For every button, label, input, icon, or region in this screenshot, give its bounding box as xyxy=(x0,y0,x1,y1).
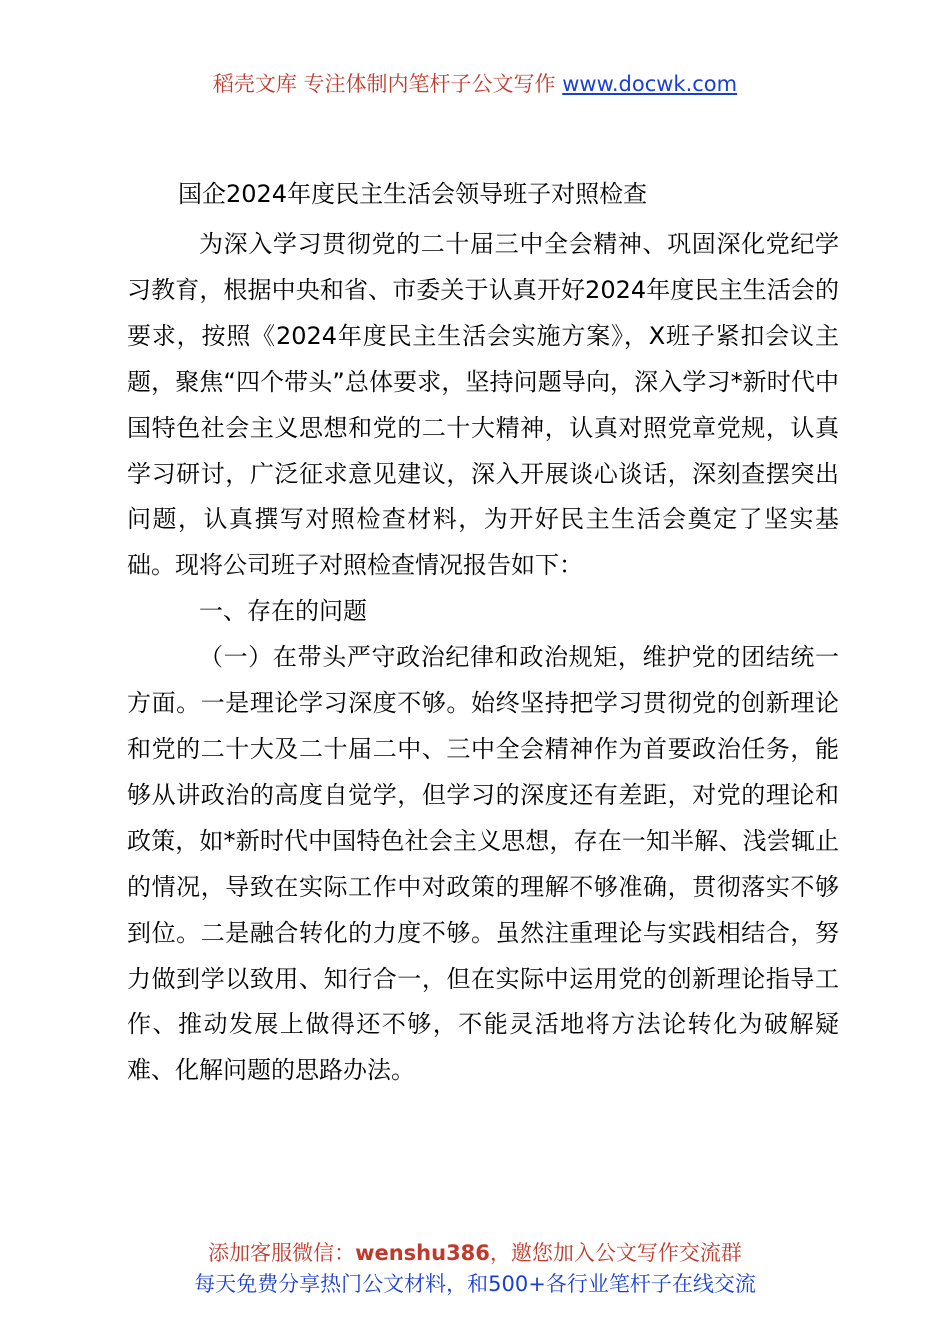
intro-paragraph: 为深入学习贯彻党的二十届三中全会精神、巩固深化党纪学习教育，根据中央和省、市委关于认真开好2024年度民主生活会的要求，按照《2024年度民主生活会实施方案》，X班子紧扣会议主题，聚焦“四个带头”总体要求，坚持问题导向，深入学习*新时代中国特色社会主义思想和党的二十大精神，认真对照党章党规，认真学习研讨，广泛征求意见建议，深入开展谈心谈话，深刻查摆突出问题，认真撰写对照检查材料，为开好民主生活会奠定了坚实基础。现将公司班子对照检查情况报告如下： xyxy=(127,230,839,580)
page-header xyxy=(0,70,950,98)
document-title: 国企2024年度民主生活会领导班子对照检查 xyxy=(178,180,648,208)
header-url-link[interactable]: www.docwk.com xyxy=(562,72,738,96)
page-footer xyxy=(0,1238,950,1300)
footer-wechat-suffix: ，邀您加入公文写作交流群 xyxy=(489,1241,742,1265)
body-paragraph: （一）在带头严守政治纪律和政治规矩，维护党的团结统一方面。一是理论学习深度不够。始终坚持把学习贯彻党的创新理论和党的二十大及二十届二中、三中全会精神作为首要政治任务，能够从讲政治的高度自觉学，但学习的深度还有差距，对党的理论和政策，如*新时代中国特色社会主义思想，存在一知半解、浅尝辄止的情况，导致在实际工作中对政策的理解不够准确，贯彻落实不够到位。二是融合转化的力度不够。虽然注重理论与实践相结合，努力做到学以致用、知行合一，但在实际中运用党的创新理论指导工作、推动发展上做得还不够，不能灵活地将方法论转化为破解疑难、化解问题的思路办法。 xyxy=(127,643,839,1085)
footer-wechat-id: wenshu386 xyxy=(355,1241,490,1265)
footer-wechat-prefix: 添加客服微信： xyxy=(208,1241,356,1265)
header-brand-text: 稻壳文库 专注体制内笔杆子公文写作 xyxy=(212,72,556,96)
footer-line-1 xyxy=(0,1238,950,1269)
footer-line-2: 每天免费分享热门公文材料，和500+各行业笔杆子在线交流 xyxy=(194,1272,756,1296)
document-body xyxy=(127,222,839,1094)
section-heading: 一、存在的问题 xyxy=(199,597,367,626)
